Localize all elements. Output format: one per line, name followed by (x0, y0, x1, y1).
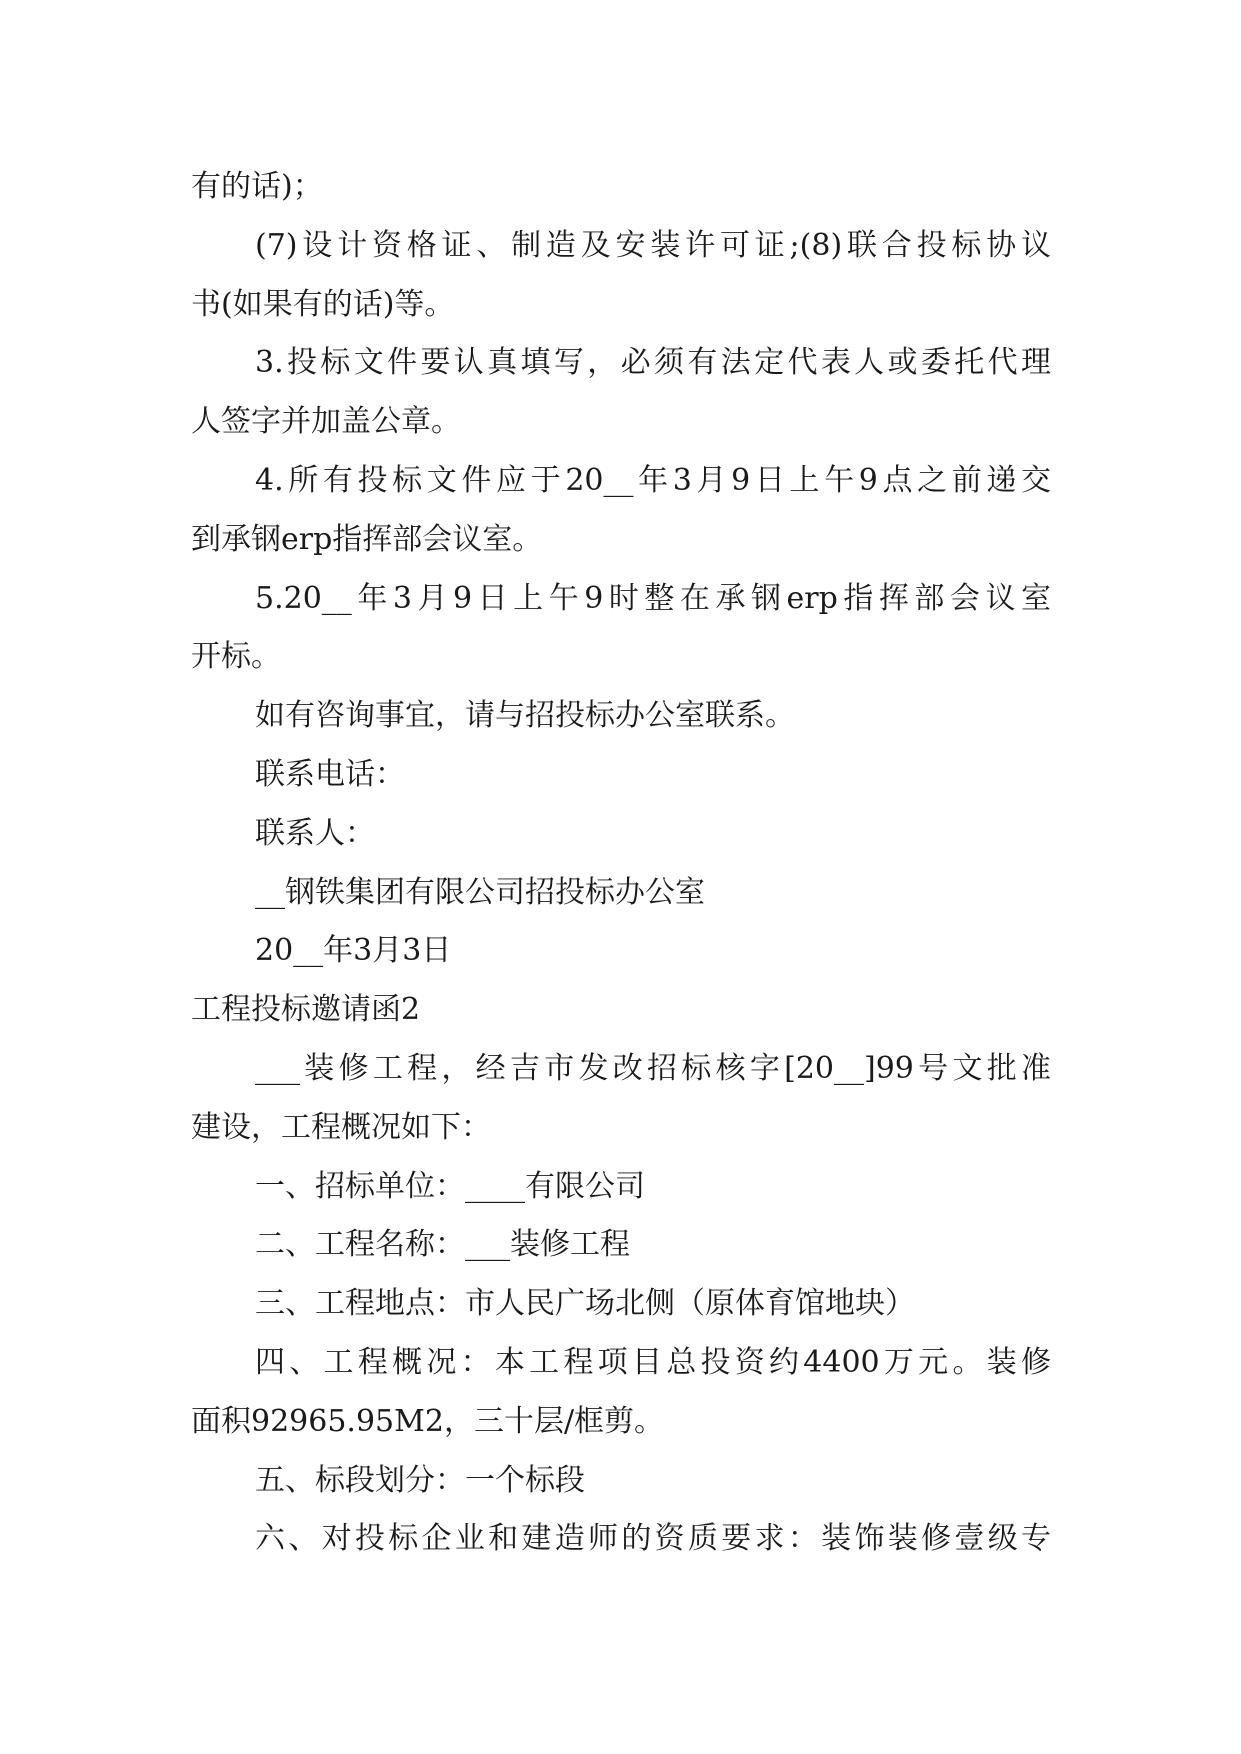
text-line: 开标。 (191, 639, 281, 675)
document-page (191, 158, 1051, 1569)
contact-phone-label: 联系电话： (255, 756, 405, 792)
text-line: 二、工程名称：___装修工程 (255, 1227, 630, 1263)
contact-person-label: 联系人： (255, 815, 375, 851)
text-line: 有的话)； (191, 169, 323, 204)
text-line: 一、招标单位：____有限公司 (255, 1168, 645, 1204)
text-line: 人签字并加盖公章。 (191, 404, 461, 440)
text-line: 六、对投标企业和建造师的资质要求：装饰装修壹级专 (255, 1521, 1051, 1557)
text-line: (7)设计资格证、制造及安装许可证;(8)联合投标协议 (255, 227, 1051, 263)
text-line: 书(如果有的话)等。 (191, 286, 455, 322)
text-line: 面积92965.95M2，三十层/框剪。 (191, 1403, 665, 1439)
text-line: 如有咨询事宜，请与招投标办公室联系。 (255, 698, 795, 734)
issuer-name: __钢铁集团有限公司招投标办公室 (255, 874, 705, 910)
text-line: 到承钢erp指挥部会议室。 (191, 521, 543, 557)
text-line: 五、标段划分：一个标段 (255, 1462, 585, 1498)
issue-date: 20__年3月3日 (255, 933, 452, 969)
text-line: 四、工程概况：本工程项目总投资约4400万元。装修 (255, 1344, 1051, 1380)
text-line: 5.20__年3月9日上午9时整在承钢erp指挥部会议室 (255, 580, 1051, 616)
text-line: 三、工程地点：市人民广场北侧（原体育馆地块） (255, 1286, 915, 1322)
text-line: 建设，工程概况如下： (191, 1109, 491, 1145)
section-title: 工程投标邀请函2 (191, 992, 421, 1028)
text-line: 3.投标文件要认真填写，必须有法定代表人或委托代理 (255, 345, 1051, 381)
text-line: 4.所有投标文件应于20__年3月9日上午9点之前递交 (255, 462, 1051, 498)
text-line: ___装修工程，经吉市发改招标核字[20__]99号文批准 (255, 1050, 1051, 1086)
